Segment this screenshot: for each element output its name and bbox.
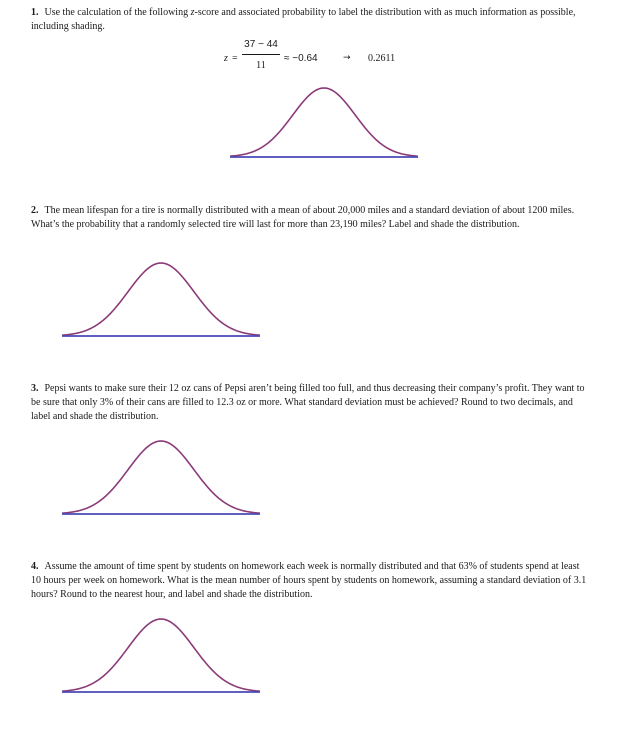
formula-approx-value: ≈ −0.64 (284, 53, 318, 64)
z-score-formula (224, 38, 424, 78)
normal-curve-1 (230, 86, 420, 160)
problem-1-number: 1. (31, 7, 39, 18)
problem-2-text: The mean lifespan for a tire is normally distributed with a mean of about 20,000 miles and a standard deviation of about 1200 miles. What’s the probability that a randomly selected tire will last for more than 23,190 miles? Label and shade the distribution. (31, 205, 575, 230)
formula-probability: 0.2611 (368, 53, 396, 64)
problem-1-z-letter: z (190, 7, 195, 18)
formula-denominator: 11 (256, 60, 266, 71)
bell-curve-4 (62, 619, 260, 691)
problem-4-text: Assume the amount of time spent by students on homework each week is normally distributed and that 63% of students spend at least 10 hours per week on homework. What is the mean number of hours spent by students on homework, assuming a standard deviation of 3.1 hours? Round to the nearest hour, and label and shade the distribution. (31, 561, 587, 600)
bell-curve-1 (230, 88, 418, 156)
normal-curve-3 (62, 439, 262, 517)
fraction-bar (242, 54, 280, 55)
problem-4-number: 4. (31, 561, 39, 572)
problem-3 (31, 382, 587, 424)
problem-3-text: Pepsi wants to make sure their 12 oz cans of Pepsi aren’t being filled too full, and thus decreasing their company’s profit. They want to be sure that only 3% of their cans are filled to 12.3 oz or more. What standard deviation must be achieved? Round to two decimals, and label and shade the distribution. (31, 383, 585, 422)
problem-1-text-before: Use the calculation of the following (44, 7, 191, 18)
right-arrow-icon: → (343, 53, 351, 63)
problem-3-number: 3. (31, 383, 39, 394)
formula-equals: = (232, 53, 238, 64)
problem-1-text-after: -score and associated probability to label the distribution with as much information as possible, including shading. (31, 7, 576, 32)
problem-4 (31, 560, 587, 602)
formula-numerator: 37 − 44 (244, 39, 278, 50)
normal-curve-2 (62, 261, 262, 339)
normal-curve-4 (62, 617, 262, 695)
problem-2 (31, 204, 587, 232)
formula-z: z (224, 53, 228, 64)
problem-2-number: 2. (31, 205, 39, 216)
bell-curve-2 (62, 263, 260, 335)
bell-curve-3 (62, 441, 260, 513)
problem-1 (31, 6, 587, 34)
formula-fraction (242, 38, 280, 73)
